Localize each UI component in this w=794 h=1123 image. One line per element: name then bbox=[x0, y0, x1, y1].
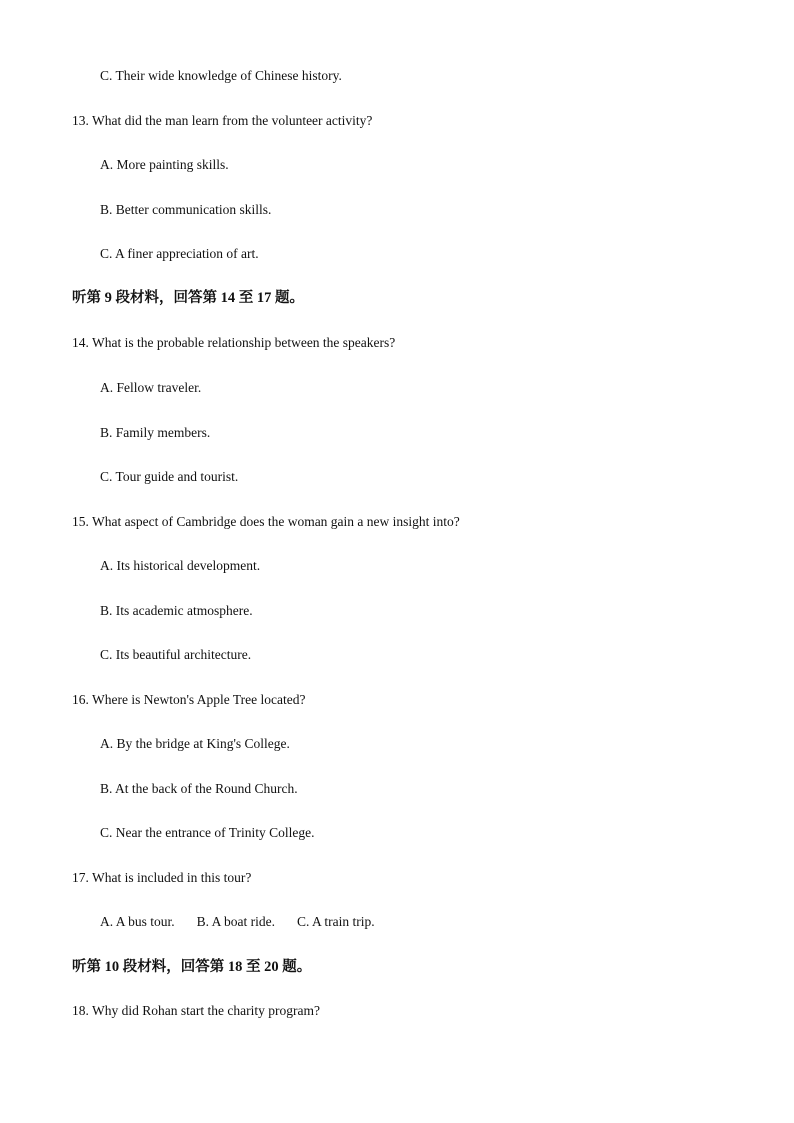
q17-option-a: A. A bus tour. bbox=[100, 914, 175, 929]
q17-option-b: B. A boat ride. bbox=[196, 914, 276, 929]
q16-option-b: B. At the back of the Round Church. bbox=[100, 781, 298, 796]
q14-option-c: C. Tour guide and tourist. bbox=[100, 469, 239, 484]
section-10-heading: 听第 10 段材料，回答第 18 至 20 题。 bbox=[72, 959, 312, 975]
section-9-heading: 听第 9 段材料，回答第 14 至 17 题。 bbox=[72, 290, 304, 306]
q17-option-c: C. A train trip. bbox=[297, 914, 375, 929]
q13-option-c: C. A finer appreciation of art. bbox=[100, 246, 259, 261]
q14-option-b: B. Family members. bbox=[100, 425, 211, 440]
q15-question: 15. What aspect of Cambridge does the woman gain a new insight into? bbox=[72, 514, 460, 529]
q16-option-c: C. Near the entrance of Trinity College. bbox=[100, 825, 315, 840]
q16-option-a: A. By the bridge at King's College. bbox=[100, 736, 290, 751]
q14-option-a: A. Fellow traveler. bbox=[100, 380, 202, 395]
q15-option-b: B. Its academic atmosphere. bbox=[100, 603, 253, 618]
q18-question: 18. Why did Rohan start the charity program? bbox=[72, 1003, 320, 1018]
q17-question: 17. What is included in this tour? bbox=[72, 870, 252, 885]
q13-question: 13. What did the man learn from the volunteer activity? bbox=[72, 113, 373, 128]
q14-question: 14. What is the probable relationship between the speakers? bbox=[72, 335, 396, 350]
q15-option-a: A. Its historical development. bbox=[100, 558, 261, 573]
q12-option-c: C. Their wide knowledge of Chinese history. bbox=[100, 68, 342, 83]
q13-option-a: A. More painting skills. bbox=[100, 157, 229, 172]
q13-option-b: B. Better communication skills. bbox=[100, 202, 272, 217]
q15-option-c: C. Its beautiful architecture. bbox=[100, 647, 252, 662]
q17-options-row bbox=[100, 913, 375, 931]
q16-question: 16. Where is Newton's Apple Tree located? bbox=[72, 692, 306, 707]
